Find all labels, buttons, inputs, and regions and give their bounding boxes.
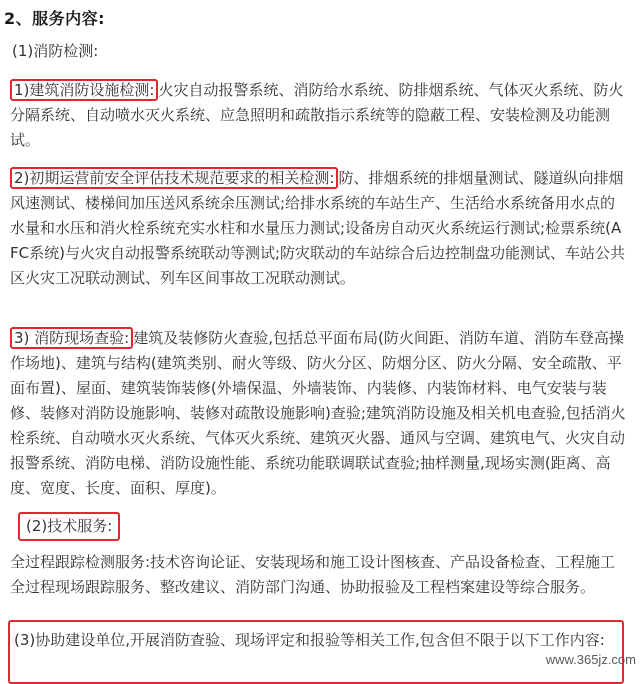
highlight-box-technical-services: (2)技术服务: [18,512,120,541]
paragraph-full-process-tracking: 全过程跟踪检测服务:技术咨询论证、安装现场和施工设计图核查、产品设备检查、工程施工全过程现场跟踪服务、整改建议、消防部门沟通、协助报验及工程档案建设等综合服务。 [10,553,616,596]
paragraph-pre-operation-testing-text: 防、排烟系统的排烟量测试、隧道纵向排烟风速测试、楼梯间加压送风系统余压测试;给排水系统的车站生产、生活给水系统备用水点的水量和水压和消火栓系统充实水柱和水量压力测试;设备房自动灭火系统运行测试;检票系统(AFC系统)与火灾自动报警系统联动等测试;防灾联动的车站综合后边控制盘功能测试、车站公共区火灾工况联动测试、列车区间事故工况联动测试。 [10,169,626,287]
paragraph-assist-owner: (3)协助建设单位,开展消防查验、现场评定和报验等相关工作,包含但不限于以下工作内容: [14,631,605,649]
highlight-box-facility-testing: 1)建筑消防设施检测: [10,79,158,101]
paragraph-facility-testing-text: 火灾自动报警系统、消防给水系统、防排烟系统、气体灭火系统、防火分隔系统、自动喷水灭火系统、应急照明和疏散指示系统等的隐蔽工程、安装检测及功能测试。 [10,81,624,149]
subsection-fire-testing: (1)消防检测: [12,42,99,60]
paragraph-site-inspection [10,326,628,501]
highlight-box-site-inspection: 3) 消防现场查验: [10,327,133,349]
paragraph-facility-testing [10,78,628,153]
paragraph-pre-operation-testing [10,166,628,291]
watermark: www.365jz.com [545,652,636,667]
section-heading: 2、服务内容: [4,9,106,28]
highlight-box-pre-operation-testing: 2)初期运营前安全评估技术规范要求的相关检测: [10,167,338,189]
paragraph-site-inspection-text: 建筑及装修防火查验,包括总平面布局(防火间距、消防车道、消防车登高操作场地)、建筑与结构(建筑类别、耐火等级、防火分区、防烟分区、防火分隔、安全疏散、平面布置)、屋面、建筑装饰装修(外墙保温、外墙装饰、内装修、内装饰材料、电气安装与装修、装修对消防设施影响、装修对疏散设施影响)查验;建筑消防设施及相关机电查验,包括消火栓系统、自动喷水灭火系统、气体灭火系统、建筑灭火器、通风与空调、建筑电气、火灾自动报警系统、消防电梯、消防设施性能、系统功能联调联试查验;抽样测量,现场实测(距离、高度、宽度、长度、面积、厚度)。 [10,329,626,497]
